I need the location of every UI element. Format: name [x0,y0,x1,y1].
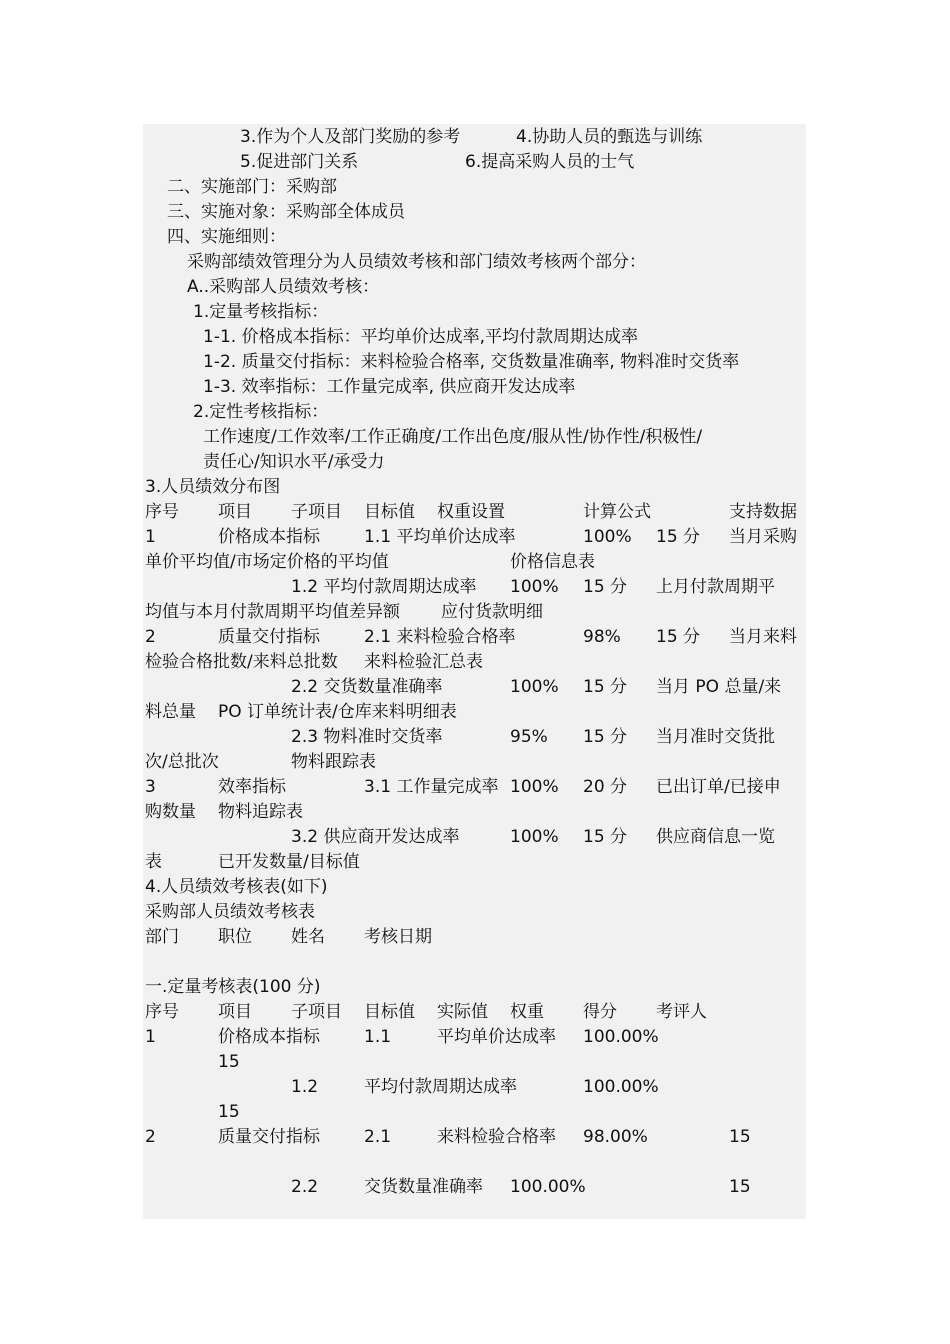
purpose-6: 6.提高采购人员的士气 [465,152,635,172]
dist-header-formula: 计算公式 [583,502,651,522]
dist-header-support: 支持数据 [729,502,797,522]
dist-r12-sub: 1.2 平均付款周期达成率 [291,577,477,597]
dist-r1-formula-b: 单价平均值/市场定价格的平均值 [145,552,389,572]
dist-r22-target: 100% [510,677,559,697]
intro-text: 采购部绩效管理分为人员绩效考核和部门绩效考核两个部分： [187,252,646,272]
dist-r3-formula-b: 购数量 [145,802,196,822]
form-header-weight: 权重 [510,1002,544,1022]
dist-header-weight: 权重设置 [437,502,505,522]
qual-line-1: 工作速度/工作效率/工作正确度/工作出色度/服从性/协作性/积极性/ [203,427,703,447]
form-header-item: 项目 [218,1002,252,1022]
form-r11-weight: 15 [218,1052,240,1072]
form-r11-no: 1 [145,1027,156,1047]
form-header-target: 目标值 [364,1002,415,1022]
dist-r2-formula-a: 当月来料 [729,627,797,647]
form-r22-target: 100.00% [510,1177,586,1197]
dist-r2-sub: 2.1 来料检验合格率 [364,627,516,647]
quant-title: 1.定量考核指标： [193,302,329,322]
dist-r1-target: 100% [583,527,632,547]
form-r12-weight: 15 [218,1102,240,1122]
dist-r1-item: 价格成本指标 [218,527,320,547]
form-r21-weight: 15 [729,1127,751,1147]
form-r22-weight: 15 [729,1177,751,1197]
dist-r2-support: 来料检验汇总表 [364,652,483,672]
dist-r3-target: 100% [510,777,559,797]
dist-r22-weight: 15 分 [583,677,628,697]
dist-r32-formula-a: 供应商信息一览 [656,827,775,847]
quant-item-3: 1-3. 效率指标：工作量完成率, 供应商开发达成率 [203,377,576,397]
section-details: 四、实施细则： [167,227,286,247]
form-header-score: 得分 [583,1002,617,1022]
dist-r23-sub: 2.3 物料准时交货率 [291,727,443,747]
form-r21-item: 质量交付指标 [218,1127,320,1147]
dist-r1-formula-a: 当月采购 [729,527,797,547]
form-field-name: 姓名 [291,927,325,947]
form-header-rater: 考评人 [656,1002,707,1022]
dist-header-sub: 子项目 [291,502,342,522]
form-r11-item: 价格成本指标 [218,1027,320,1047]
dist-r23-weight: 15 分 [583,727,628,747]
form-header-sub: 子项目 [291,1002,342,1022]
dist-r23-formula-a: 当月准时交货批 [656,727,775,747]
dist-r1-weight: 15 分 [656,527,701,547]
dist-r12-support: 应付货款明细 [441,602,543,622]
dist-r22-support: PO 订单统计表/仓库来料明细表 [218,702,457,722]
dist-r2-weight: 15 分 [656,627,701,647]
purpose-4: 4.协助人员的甄选与训练 [516,127,703,147]
dist-r3-sub: 3.1 工作量完成率 [364,777,499,797]
dist-r1-no: 1 [145,527,156,547]
form-name: 采购部人员绩效考核表 [145,902,315,922]
dist-r32-target: 100% [510,827,559,847]
dist-r32-weight: 15 分 [583,827,628,847]
dist-r23-target: 95% [510,727,548,747]
section-dept: 二、实施部门：采购部 [167,177,337,197]
part-a-title: A..采购部人员绩效考核： [187,277,380,297]
dist-r2-formula-b: 检验合格批数/来料总批数 [145,652,338,672]
form-r22-sub: 2.2 [291,1177,319,1197]
qual-title: 2.定性考核指标： [193,402,329,422]
form-r21-no: 2 [145,1127,156,1147]
dist-r3-support: 物料追踪表 [218,802,303,822]
dist-header-target: 目标值 [364,502,415,522]
form-r12-target: 100.00% [583,1077,659,1097]
form-field-dept: 部门 [145,927,179,947]
form-r21-name: 来料检验合格率 [437,1127,556,1147]
dist-r2-no: 2 [145,627,156,647]
purpose-3: 3.作为个人及部门奖励的参考 [240,127,461,147]
dist-header-item: 项目 [218,502,252,522]
form-r11-name: 平均单价达成率 [437,1027,556,1047]
dist-r12-formula-a: 上月付款周期平 [656,577,775,597]
dist-r32-sub: 3.2 供应商开发达成率 [291,827,460,847]
dist-r23-formula-b: 次/总批次 [145,752,219,772]
dist-r2-target: 98% [583,627,621,647]
form-r11-target: 100.00% [583,1027,659,1047]
form-title: 4.人员绩效考核表(如下) [145,877,328,897]
document-page [143,124,806,1219]
qual-line-2: 责任心/知识水平/承受力 [203,452,385,472]
dist-r32-formula-b: 表 [145,852,162,872]
purpose-5: 5.促进部门关系 [240,152,359,172]
form-r12-name: 平均付款周期达成率 [364,1077,517,1097]
form-quant-title: 一.定量考核表(100 分) [145,977,321,997]
dist-title: 3.人员绩效分布图 [145,477,281,497]
dist-r3-formula-a: 已出订单/已接申 [656,777,781,797]
quant-item-2: 1-2. 质量交付指标：来料检验合格率, 交货数量准确率, 物料准时交货率 [203,352,740,372]
form-field-date: 考核日期 [364,927,432,947]
form-r12-sub: 1.2 [291,1077,319,1097]
dist-r3-weight: 20 分 [583,777,628,797]
dist-r12-formula-b: 均值与本月付款周期平均值差异额 [145,602,400,622]
dist-r23-support: 物料跟踪表 [291,752,376,772]
dist-header-no: 序号 [145,502,179,522]
dist-r1-support: 价格信息表 [510,552,595,572]
dist-r32-support: 已开发数量/目标值 [218,852,360,872]
dist-r12-target: 100% [510,577,559,597]
form-header-no: 序号 [145,1002,179,1022]
form-r11-sub: 1.1 [364,1027,392,1047]
dist-r22-formula-a: 当月 PO 总量/来 [656,677,782,697]
form-r21-target: 98.00% [583,1127,648,1147]
dist-r3-no: 3 [145,777,156,797]
dist-r22-sub: 2.2 交货数量准确率 [291,677,443,697]
form-r22-name: 交货数量准确率 [364,1177,483,1197]
form-r21-sub: 2.1 [364,1127,392,1147]
section-target: 三、实施对象：采购部全体成员 [167,202,405,222]
dist-r3-item: 效率指标 [218,777,286,797]
dist-r22-formula-b: 料总量 [145,702,196,722]
form-header-actual: 实际值 [437,1002,488,1022]
dist-r12-weight: 15 分 [583,577,628,597]
dist-r1-sub: 1.1 平均单价达成率 [364,527,516,547]
form-field-position: 职位 [218,927,252,947]
dist-r2-item: 质量交付指标 [218,627,320,647]
quant-item-1: 1-1. 价格成本指标：平均单价达成率,平均付款周期达成率 [203,327,638,347]
